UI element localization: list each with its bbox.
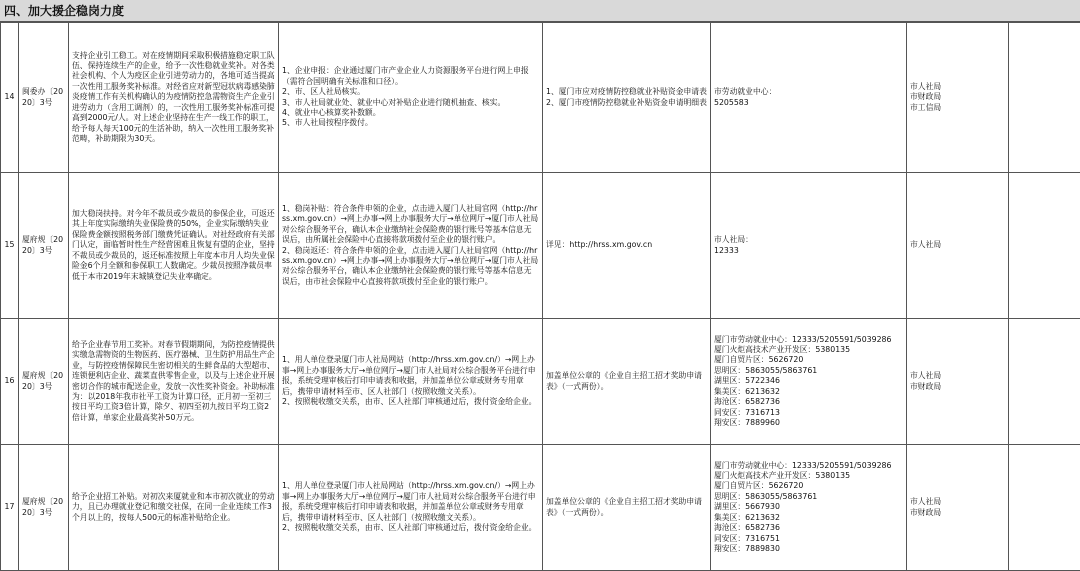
row-number: 15 xyxy=(1,173,19,319)
responsible-departments-line: 市工信局 xyxy=(910,103,1005,113)
contact-info-line: 厦门火炬高技术产业开发区：5380135 xyxy=(714,345,903,355)
application-process-line: 1、用人单位登录厦门市人社局网站（http://hrss.xm.gov.cn/）→网上办事→网上办事服务大厅→单位网厅→厦门市人社局对公综合服务平台进行申报，系统受理审核后打印申请表和收据，并加盖单位公章或财务专用章后，携带申请材料至市、区人社部门（按照收缴文关系）。 xyxy=(282,355,539,397)
contact-info-line: 同安区：7316751 xyxy=(714,534,903,544)
application-process-line: 1、稳岗补贴：符合条件申领的企业，点击进入厦门人社局官网（http://hrss.xm.gov.cn）→网上办事→网上办事服务大厅→单位网厅→厦门市人社局对公综合服务平台，确认本企业缴纳社会保险费的银行账号等基本信息无误后，由所属社会保险中心直接将款项拨付至企业的银行账户。 xyxy=(282,204,539,246)
responsible-departments xyxy=(907,23,1009,173)
responsible-departments xyxy=(907,173,1009,319)
application-process-line: 1、企业申报：企业通过厦门市产业企业人力资源服务平台进行网上申报（需符合国明确有关标准和口径）。 xyxy=(282,66,539,87)
contact-info-line: 厦门自贸片区：5626720 xyxy=(714,481,903,491)
remarks-cell xyxy=(1009,173,1080,319)
row-number: 16 xyxy=(1,319,19,445)
responsible-departments-line: 市人社局 xyxy=(910,82,1005,92)
required-materials xyxy=(543,23,711,173)
required-materials xyxy=(543,173,711,319)
required-materials xyxy=(543,445,711,571)
table-row xyxy=(1,445,1080,571)
policy-document-number: 厦府规〔2020〕3号 xyxy=(19,173,69,319)
responsible-departments-line: 市财政局 xyxy=(910,508,1005,518)
application-process xyxy=(279,319,543,445)
application-process-line: 1、用人单位登录厦门市人社局网站（http://hrss.xm.gov.cn/）→网上办事→网上办事服务大厅→单位网厅→厦门市人社局对公综合服务平台进行申报，系统受理审核后打印申请表和收据，并加盖单位公章或财务专用章后，携带申请材料至市、区人社部门（按照收缴文关系）。 xyxy=(282,481,539,523)
policy-document-number: 厦府规〔2020〕3号 xyxy=(19,319,69,445)
table-row xyxy=(1,23,1080,173)
section-heading: 四、加大援企稳岗力度 xyxy=(0,0,1080,22)
remarks-cell xyxy=(1009,445,1080,571)
contact-info-line: 集美区：6213632 xyxy=(714,387,903,397)
remarks-cell xyxy=(1009,319,1080,445)
application-process xyxy=(279,445,543,571)
policy-content: 支持企业引工稳工。对在疫情期间采取积极措施稳定职工队伍、保持连续生产的企业，给予一次性稳就业奖补。对各类社会机构、个人为疫区企业引进劳动力的，各地可适当提高一次性用工服务奖补标准。对经省应对新型冠状病毒感染肺炎疫情工作有关机构确认的为疫情防控急需物资生产企业引进劳动力（含用工调剂）的，一次性用工服务奖补标准可提高到2000元/人。对上述企业坚持在生产一线工作的职工，给予每人每天100元的生活补助，纳入一次性用工服务奖补范畴，补助期限为30天。 xyxy=(69,23,279,173)
responsible-departments-line: 市人社局 xyxy=(910,497,1005,507)
contact-info xyxy=(711,23,907,173)
responsible-departments-line: 市人社局 xyxy=(910,371,1005,381)
contact-info-line: 思明区：5863055/5863761 xyxy=(714,492,903,502)
application-process-line: 2、按照税收缴交关系，由市、区人社部门审核通过后，拨付资金给企业。 xyxy=(282,397,539,407)
contact-info-line: 同安区：7316713 xyxy=(714,408,903,418)
policy-table xyxy=(0,22,1080,571)
contact-info-line: 厦门自贸片区：5626720 xyxy=(714,355,903,365)
contact-info xyxy=(711,319,907,445)
application-process-line: 2、按照税收缴交关系，由市、区人社部门审核通过后，拨付资金给企业。 xyxy=(282,523,539,533)
policy-content: 加大稳岗扶持。对今年不裁员或少裁员的参保企业，可返还其上年度实际缴纳失业保险费的50%，企业实际缴纳失业保险费金额按照税务部门缴费凭证确认。对社经政府有关部门认定，面临暂时性生产经营困难且恢复有望的企业，坚持不裁员或少裁员的，返还标准按照上年度本市月人均失业保险金6个月全额和参保职工人数确定。少裁员按照净裁员率低于本市2019年末城镇登记失业率确定。 xyxy=(69,173,279,319)
policy-table-body xyxy=(1,23,1080,571)
contact-info-line: 厦门市劳动就业中心：12333/5205591/5039286 xyxy=(714,335,903,345)
contact-info-line: 海沧区：6582736 xyxy=(714,523,903,533)
contact-info-line: 市人社局： xyxy=(714,235,903,245)
contact-info-line: 市劳动就业中心： xyxy=(714,87,903,97)
contact-info xyxy=(711,445,907,571)
remarks-cell xyxy=(1009,23,1080,173)
application-process-line: 4、就业中心核算奖补数额。 xyxy=(282,108,539,118)
contact-info-line: 5205583 xyxy=(714,98,903,108)
responsible-departments-line: 市人社局 xyxy=(910,240,1005,250)
responsible-departments xyxy=(907,319,1009,445)
policy-content: 给予企业春节用工奖补。对春节假期期间，为防控疫情提供实缴急需物资的生物医药、医疗器械、卫生防护用品生产企业，与防控疫情保障民生密切相关的生鲜食品的大型超市、连锁便利店企业、蔬菜直供零售企业，以及与上述企业开展密切合作的城市配送企业，发放一次性奖补资金。补助标准为：以2018年我市社平工资为计算口径，正月初一至初三按日平均工资3倍计算，除夕、初四至初九按日平均工资2倍计算，单家企业最高奖补50万元。 xyxy=(69,319,279,445)
policy-document-number: 厦府规〔2020〕3号 xyxy=(19,445,69,571)
required-materials-line: 1、厦门市应对疫情防控稳就业补贴资金申请表 xyxy=(546,87,707,97)
contact-info-line: 翔安区：7889830 xyxy=(714,544,903,554)
contact-info-line: 湖里区：5667930 xyxy=(714,502,903,512)
contact-info-line: 海沧区：6582736 xyxy=(714,397,903,407)
table-row xyxy=(1,173,1080,319)
application-process-line: 5、市人社局按程序拨付。 xyxy=(282,118,539,128)
required-materials-line: 2、厦门市疫情防控稳就业补贴资金申请明细表 xyxy=(546,98,707,108)
responsible-departments xyxy=(907,445,1009,571)
contact-info-line: 湖里区：5722346 xyxy=(714,376,903,386)
application-process-line: 3、市人社局就业处、就业中心对补贴企业进行随机抽查、核实。 xyxy=(282,98,539,108)
row-number: 14 xyxy=(1,23,19,173)
row-number: 17 xyxy=(1,445,19,571)
policy-document-number: 闽委办〔2020〕3号 xyxy=(19,23,69,173)
application-process xyxy=(279,173,543,319)
application-process-line: 2、市、区人社局核实。 xyxy=(282,87,539,97)
contact-info-line: 翔安区：7889960 xyxy=(714,418,903,428)
contact-info-line: 厦门市劳动就业中心：12333/5205591/5039286 xyxy=(714,461,903,471)
contact-info-line: 集美区：6213632 xyxy=(714,513,903,523)
required-materials-line: 加盖单位公章的《企业自主招工招才奖助申请表》（一式两份）。 xyxy=(546,371,707,392)
policy-content: 给予企业招工补贴。对初次来厦就业和本市初次就业的劳动力，且已办理就业登记和缴交社保，在同一企业连续工作3个月以上的，按每人500元的标准补贴给企业。 xyxy=(69,445,279,571)
responsible-departments-line: 市财政局 xyxy=(910,382,1005,392)
application-process-line: 2、稳岗返还：符合条件申领的企业，点击进入厦门人社局官网（http://hrss.xm.gov.cn）→网上办事→网上办事服务大厅→单位网厅→厦门市人社局对公综合服务平台，确认本企业缴纳社会保险费的银行账号等基本信息无误后，由市社会保险中心直接将款项拨付至企业的银行账户。 xyxy=(282,246,539,288)
contact-info xyxy=(711,173,907,319)
table-row xyxy=(1,319,1080,445)
required-materials-line: 详见：http://hrss.xm.gov.cn xyxy=(546,240,707,250)
contact-info-line: 12333 xyxy=(714,246,903,256)
contact-info-line: 厦门火炬高技术产业开发区：5380135 xyxy=(714,471,903,481)
contact-info-line: 思明区：5863055/5863761 xyxy=(714,366,903,376)
required-materials xyxy=(543,319,711,445)
required-materials-line: 加盖单位公章的《企业自主招工招才奖助申请表》（一式两份）。 xyxy=(546,497,707,518)
responsible-departments-line: 市财政局 xyxy=(910,92,1005,102)
application-process xyxy=(279,23,543,173)
